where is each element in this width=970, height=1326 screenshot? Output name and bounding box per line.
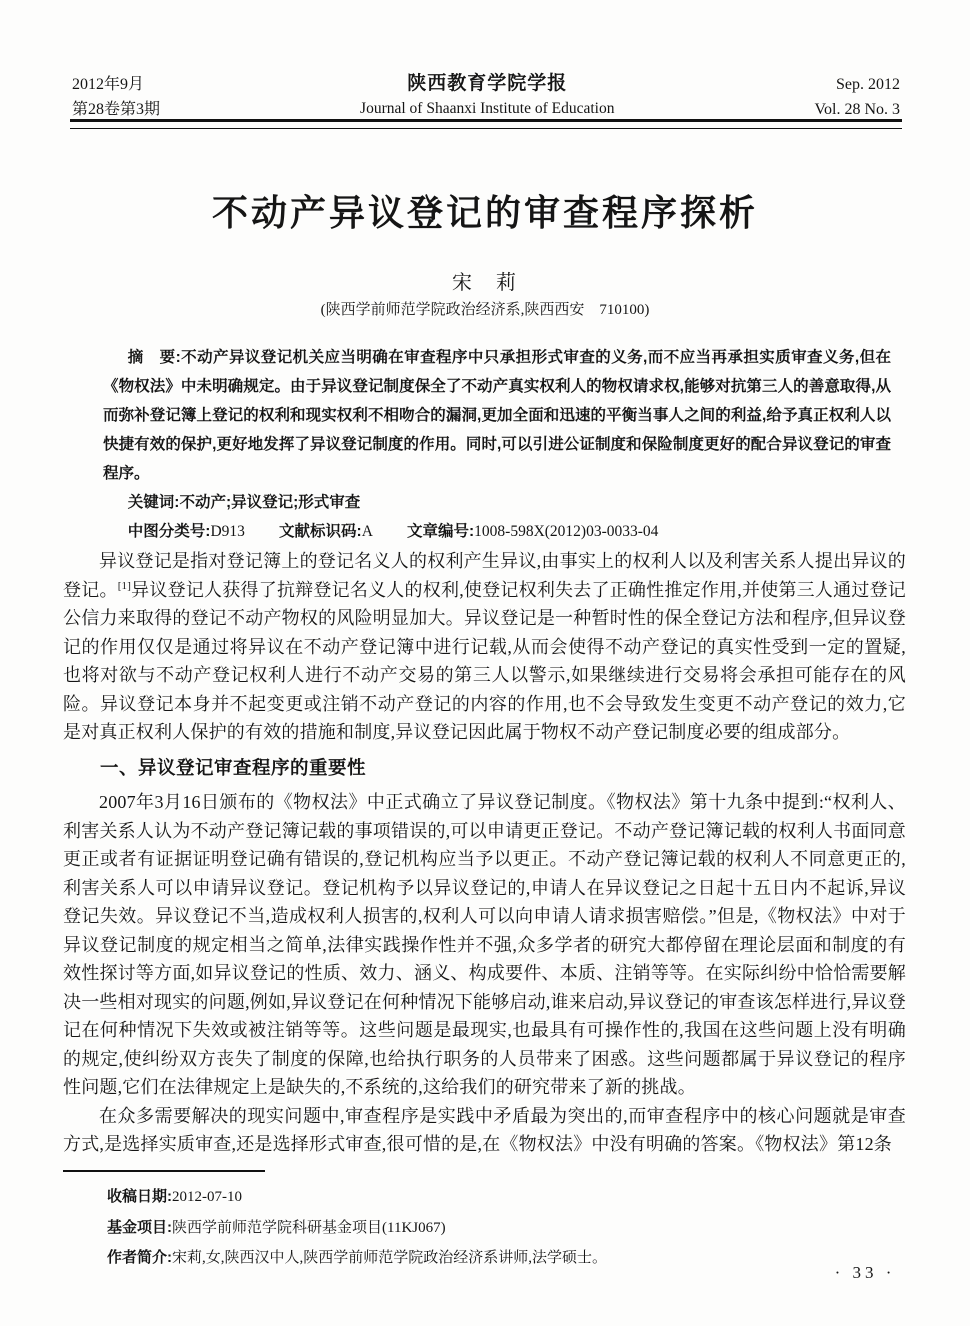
fund-project-label: 基金项目: (107, 1218, 172, 1236)
journal-title-en: Journal of Shaanxi Institute of Education (360, 100, 615, 117)
header-date-cn: 2012年9月 (72, 76, 145, 93)
body-paragraph-1 (63, 547, 906, 747)
received-date-value: 2012-07-10 (172, 1189, 242, 1205)
author-name: 宋 莉 (452, 272, 518, 294)
doc-code-label: 文献标识码: (279, 523, 362, 540)
author-bio-label: 作者简介: (107, 1249, 172, 1266)
footnote-divider-rule (63, 1170, 265, 1172)
footnote-author-bio (107, 1243, 907, 1274)
body-paragraph-3: 在众多需要解决的现实问题中,审查程序是实践中矛盾最为突出的,而审查程序中的核心问题就是审查方式,是选择实质审查,还是选择形式审查,很可惜的是,在《物权法》中没有明确的答案。《物权法》第12条 (63, 1105, 906, 1154)
journal-title-block (160, 72, 814, 121)
doc-code-value: A (361, 523, 373, 540)
article-body (63, 547, 906, 1159)
header-divider-rule (70, 119, 902, 129)
author-bio-value: 宋莉,女,陕西汉中人,陕西学前师范学院政治经济系讲师,法学硕士。 (172, 1250, 608, 1266)
journal-header (72, 72, 900, 122)
header-volume-en: Vol. 28 No. 3 (814, 101, 900, 118)
journal-title-cn: 陕西教育学院学报 (407, 73, 568, 94)
section-heading-1: 一、异议登记审查程序的重要性 (100, 756, 367, 778)
footnote-block (107, 1182, 907, 1274)
article-id-value: 1008-598X(2012)03-0033-04 (474, 523, 659, 540)
footnote-received-date (107, 1182, 907, 1213)
page-number: · 33 · (834, 1263, 896, 1282)
fund-project-value: 陕西学前师范学院科研基金项目(11KJ067) (172, 1219, 446, 1236)
classification-line (103, 517, 891, 546)
header-issue-info (72, 72, 160, 122)
abstract-paragraph (103, 343, 891, 488)
abstract-block (103, 343, 891, 546)
para1-text-after-ref: 异议登记人获得了抗辩登记名义人的权利,使登记权利失去了正确性推定作用,并使第三人通过登记公信力来取得的登记不动产物权的风险明显加大。异议登记是一种暂时性的保全登记方法和程序,但异议登记的作用仅仅是通过将异议在不动产登记簿中进行记载,从而会使得不动产登记的真实性受到一定的置疑,也将对欲与不动产登记权利人进行不动产交易的第三人以警示,如果继续进行交易将会承担可能存在的风险。异议登记本身并不起变更或注销不动产登记的内容的作用,也不会导致发生变更不动产登记的效力,它是对真正权利人保护的有效的措施和制度,异议登记因此属于物权不动产登记制度必要的组成部分。 (63, 579, 907, 742)
body-paragraph-2: 2007年3月16日颁布的《物权法》中正式确立了异议登记制度。《物权法》第十九条中提到:“权利人、利害关系人认为不动产登记簿记载的事项错误的,可以申请更正登记。不动产登记簿记载的权利人书面同意更正或者有证据证明登记确有错误的,登记机构应当予以更正。不动产登记簿记载的权利人不同意更正的,利害关系人可以申请异议登记。登记机构予以异议登记的,申请人在异议登记之日起十五日内不起诉,异议登记失效。异议登记不当,造成权利人损害的,权利人可以向申请人请求损害赔偿。”但是,《物权法》中对于异议登记制度的规定相当之简单,法律实践操作性并不强,众多学者的研究大都停留在理论层面和制度的有效性探讨等方面,如异议登记的性质、效力、涵义、构成要件、本质、注销等等。在实际纠纷中恰恰需要解决一些相对现实的问题,例如,异议登记在何种情况下能够启动,谁来启动,异议登记的审查该怎样进行,异议登记在何种情况下失效或被注销等等。这些问题是最现实,也最具有可操作性的,我国在这些问题上没有明确的规定,使纠纷双方丧失了制度的保障,也给执行职务的人员带来了困惑。这些问题都属于异议登记的程序性问题,它们在法律规定上是缺失的,不系统的,这给我们的研究带来了新的挑战。 (63, 792, 906, 1097)
abstract-label: 摘 要: (127, 349, 181, 366)
para1-text-before-ref: 异议登记是指对登记簿上的登记名义人的权利产生异议,由事实上的权利人以及利害关系人提出异议的登记。 (63, 551, 906, 600)
header-issue-info-en (815, 72, 901, 122)
header-volume-cn: 第28卷第3期 (72, 101, 161, 118)
keywords-line (103, 488, 891, 517)
article-title: 不动产异议登记的审查程序探析 (211, 193, 758, 233)
clc-value: D913 (210, 523, 245, 540)
abstract-text: 不动产异议登记机关应当明确在审查程序中只承担形式审查的义务,而不应当再承担实质审查义务,但在《物权法》中未明确规定。由于异议登记制度保全了不动产真实权利人的物权请求权,能够对抗第三人的善意取得,从而弥补登记簿上登记的权利和现实权利不相吻合的漏洞,更加全面和迅速的平衡当事人之间的利益,给予真正权利人以快捷有效的保护,更好地发挥了异议登记制度的作用。同时,可以引进公证制度和保险制度更好的配合异议登记的审查程序。 (103, 349, 891, 482)
header-date-en: Sep. 2012 (836, 76, 900, 93)
citation-ref-1: [1] (117, 579, 132, 592)
keywords-text: 不动产;异议登记;形式审查 (179, 494, 361, 511)
keywords-label: 关键词: (127, 494, 180, 511)
clc-label: 中图分类号: (127, 523, 211, 540)
received-date-label: 收稿日期: (107, 1188, 172, 1205)
article-id-label: 文章编号: (406, 523, 475, 540)
author-affiliation: (陕西学前师范学院政治经济系,陕西西安 710100) (320, 302, 650, 318)
footnote-fund-project (107, 1213, 907, 1244)
